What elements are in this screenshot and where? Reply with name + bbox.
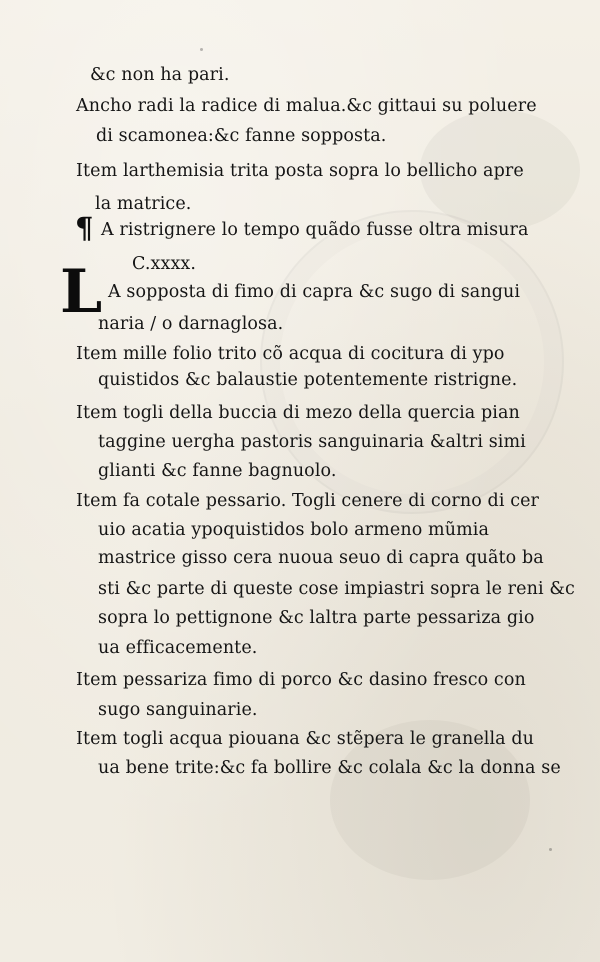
text-line: Item mille folio trito cõ acqua di cocitura di ypo	[76, 344, 505, 364]
drop-initial: L	[60, 257, 103, 327]
text-line: Item fa cotale pessario. Togli cenere di corno di cer	[76, 491, 540, 511]
text-line: quistidos &c balaustie potentemente ristrigne.	[98, 370, 518, 390]
text-line: uio acatia ypoquistidos bolo armeno mũmia	[98, 520, 489, 540]
text-line: Ancho radi la radice di malua.&c gittaui su poluere	[76, 96, 537, 116]
text-line: ua bene trite:&c fa bollire &c colala &c la donna se	[98, 758, 561, 778]
pilcrow-mark: ¶	[75, 211, 94, 245]
text-line: taggine uergha pastoris sanguinaria &altri simi	[98, 432, 526, 452]
text-line: sugo sanguinarie.	[98, 700, 258, 720]
text-line: Item pessariza fimo di porco &c dasino fresco con	[76, 670, 526, 690]
text-line: Item larthemisia trita posta sopra lo bellicho apre	[76, 161, 524, 181]
text-line: &c non ha pari.	[90, 65, 230, 85]
text-line: ua efficacemente.	[98, 638, 258, 658]
text-line: mastrice gisso cera nuoua seuo di capra quãto ba	[98, 548, 544, 568]
ink-speck	[200, 48, 203, 51]
text-line: di scamonea:&c fanne soppostа.	[96, 126, 387, 146]
text-line: A ristrignere lo tempo quãdo fusse oltra misura	[101, 220, 529, 240]
text-line: sopra lo pettignone &c laltra parte pessariza gio	[98, 608, 535, 628]
text-line: Item togli della buccia di mezo della quercia pian	[76, 403, 520, 423]
ink-speck	[549, 848, 552, 851]
text-line: la matrice.	[95, 194, 192, 214]
text-line: Item togli acqua piouana &c stẽpera le granella du	[76, 729, 535, 749]
text-line: A soppostа di fimo di capra &c sugo di sangui	[108, 282, 521, 302]
text-line: naria / o darnaglosa.	[98, 314, 284, 334]
text-line: C.xxxx.	[132, 254, 197, 274]
text-line: glianti &c fanne bagnuolo.	[98, 461, 337, 481]
text-line: sti &c parte di queste cose impiastri sopra le reni &c	[98, 579, 575, 599]
